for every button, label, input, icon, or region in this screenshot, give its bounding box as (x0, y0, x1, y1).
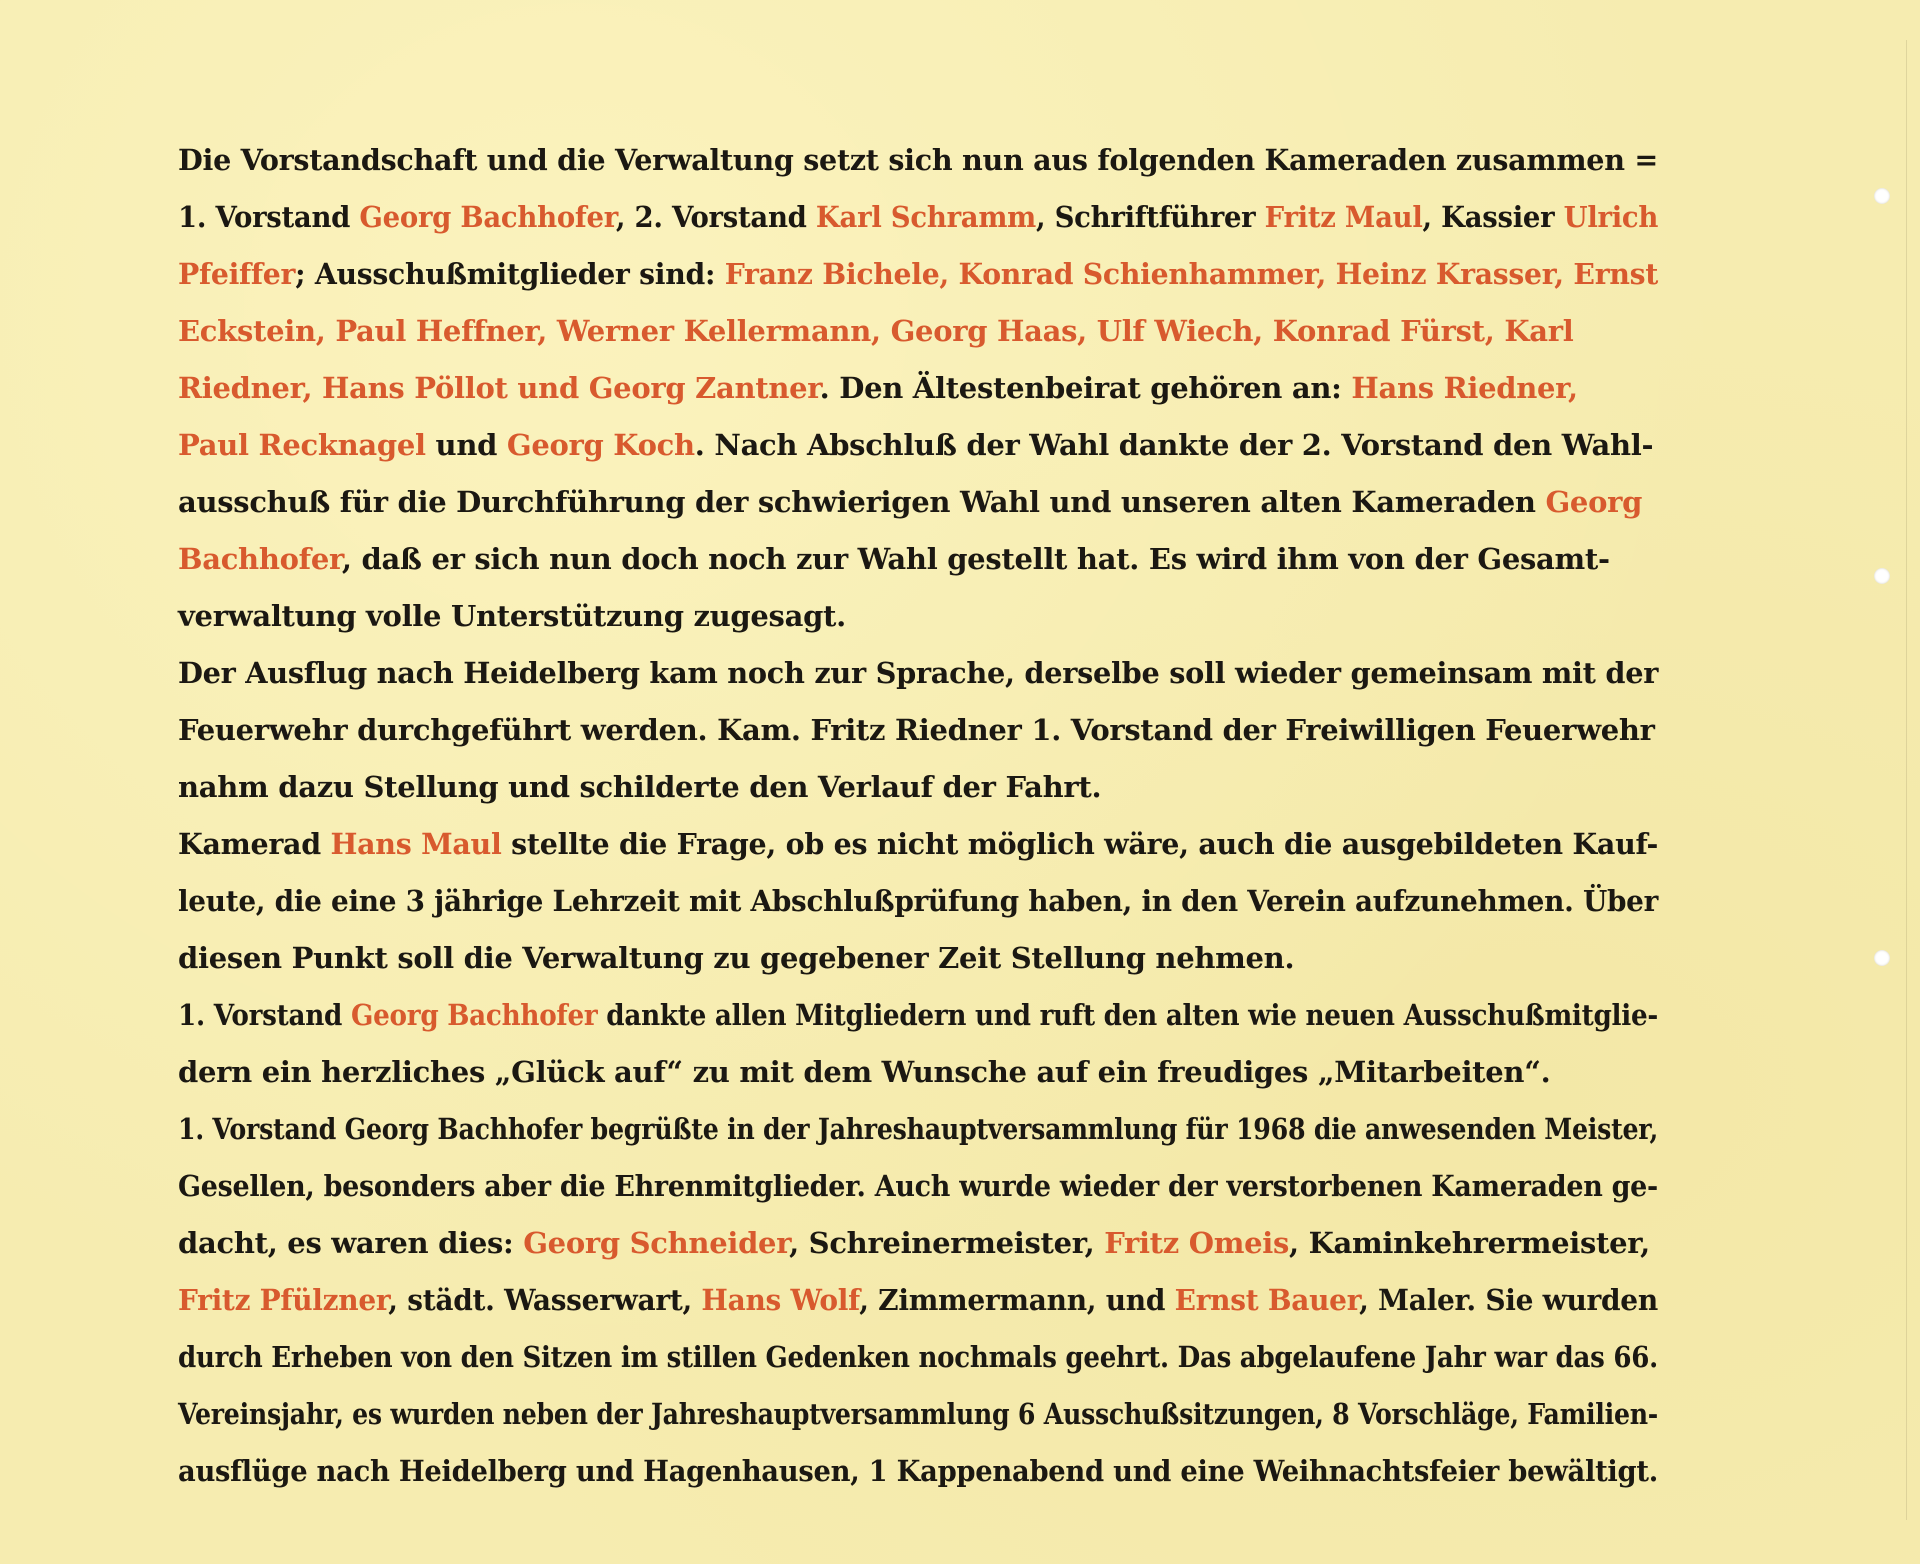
member-name: Georg Schneider (523, 1226, 790, 1260)
text-line-content (178, 816, 1658, 873)
text-line (178, 645, 1658, 702)
text-segment: 1. Vorstand (178, 998, 351, 1032)
text-line-content (178, 1044, 1550, 1101)
text-segment: . Den Ältestenbeirat gehören an: (819, 371, 1352, 405)
text-line (178, 1158, 1658, 1215)
text-segment: nahm dazu Stellung und schilderte den Verlauf der Fahrt. (178, 770, 1102, 804)
text-line-content (178, 246, 1658, 303)
text-segment: Die Vorstandschaft und die Verwaltung setzt sich nun aus folgenden Kameraden zusammen = (178, 143, 1659, 177)
page-edge-line (1906, 40, 1907, 1520)
member-name: Hans Riedner, (1351, 371, 1578, 405)
text-line-content (178, 1215, 1650, 1272)
text-line-content (178, 930, 1294, 987)
text-segment: , städt. Wasserwart, (388, 1283, 702, 1317)
text-segment: Der Ausflug nach Heidelberg kam noch zur Sprache, derselbe soll wieder gemeinsam mit der (178, 656, 1659, 690)
text-segment: ausschuß für die Durchführung der schwierigen Wahl und unseren alten Kameraden (178, 485, 1546, 519)
text-segment: , Zimmermann, und (859, 1283, 1175, 1317)
text-line (178, 816, 1658, 873)
text-line (178, 702, 1658, 759)
member-name: Fritz Pfülzner (178, 1283, 389, 1317)
member-name: Georg Bachhofer (350, 998, 598, 1032)
text-line-content (178, 474, 1642, 531)
text-line (178, 1215, 1658, 1272)
member-name: Fritz Maul (1264, 200, 1423, 234)
text-segment: diesen Punkt soll die Verwaltung zu gegebener Zeit Stellung nehmen. (178, 941, 1295, 975)
text-line-content (178, 189, 1658, 246)
punch-hole (1874, 950, 1890, 966)
text-line (178, 1101, 1658, 1158)
text-line (178, 930, 1658, 987)
text-segment: Feuerwehr durchgeführt werden. Kam. Fritz Riedner 1. Vorstand der Freiwilligen Feuerwehr (178, 713, 1655, 747)
text-line-content (178, 360, 1578, 417)
text-line-content (178, 1329, 1658, 1386)
member-name: Pfeiffer (178, 257, 296, 291)
text-segment: 1. Vorstand Georg Bachhofer begrüßte in der Jahreshauptversammlung für 1968 die anwesenden Meister, (178, 1112, 1659, 1146)
text-line-content (178, 588, 846, 645)
text-line (178, 873, 1658, 930)
member-name: Franz Bichele, Konrad Schienhammer, Heinz Krasser, Ernst (724, 257, 1659, 291)
member-name: Georg (1545, 485, 1643, 519)
text-segment: ausflüge nach Heidelberg und Hagenhausen, 1 Kappenabend und eine Weihnachtsfeier bewältigt. (178, 1454, 1658, 1488)
text-segment: , 2. Vorstand (615, 200, 816, 234)
member-name: Hans Wolf (701, 1283, 860, 1317)
member-name: Riedner, Hans Pöllot und Georg Zantner (178, 371, 820, 405)
text-line-content (178, 132, 1658, 189)
text-line (178, 531, 1658, 588)
punch-hole (1874, 568, 1890, 584)
text-line-content (178, 702, 1655, 759)
text-line-content (178, 1158, 1658, 1215)
text-line (178, 987, 1658, 1044)
text-segment: Vereinsjahr, es wurden neben der Jahreshauptversammlung 6 Ausschußsitzungen, 8 Vorschläge, Familien- (178, 1397, 1659, 1431)
text-segment: und (425, 428, 507, 462)
text-segment: dacht, es waren dies: (178, 1226, 524, 1260)
text-line-content (178, 1386, 1658, 1443)
handwritten-text-block (178, 132, 1658, 1500)
text-line (178, 1386, 1658, 1443)
text-line-content (178, 645, 1658, 702)
text-line (178, 474, 1658, 531)
text-line-content (178, 1101, 1658, 1158)
text-segment: , Maler. Sie wurden (1359, 1283, 1658, 1317)
text-line (178, 189, 1658, 246)
text-line (178, 1272, 1658, 1329)
text-line (178, 588, 1658, 645)
member-name: Hans Maul (330, 827, 502, 861)
text-line (178, 1044, 1658, 1101)
member-name: Fritz Omeis (1104, 1226, 1289, 1260)
text-segment: dern ein herzliches „Glück auf“ zu mit dem Wunsche auf ein freudiges „Mitarbeiten“. (178, 1055, 1551, 1089)
text-line-content (178, 1272, 1658, 1329)
text-segment: , Schriftführer (1035, 200, 1265, 234)
text-segment: 1. Vorstand (178, 200, 360, 234)
text-line (178, 246, 1658, 303)
text-segment: , daß er sich nun doch noch zur Wahl gestellt hat. Es wird ihm von der Gesamt- (341, 542, 1610, 576)
member-name: Georg Koch (506, 428, 695, 462)
text-line (178, 132, 1658, 189)
text-line (178, 360, 1658, 417)
text-segment: Kamerad (178, 827, 331, 861)
text-segment: durch Erheben von den Sitzen im stillen Gedenken nochmals geehrt. Das abgelaufene Jahr war das 66. (178, 1340, 1658, 1374)
text-line (178, 417, 1658, 474)
text-line-content (178, 1443, 1658, 1500)
text-segment: dankte allen Mitgliedern und ruft den alten wie neuen Ausschußmitglie- (597, 998, 1658, 1032)
text-segment: Gesellen, besonders aber die Ehrenmitglieder. Auch wurde wieder der verstorbenen Kameraden ge- (178, 1169, 1658, 1203)
text-line-content (178, 303, 1573, 360)
text-line-content (178, 531, 1610, 588)
member-name: Georg Bachhofer (359, 200, 616, 234)
text-line (178, 1443, 1658, 1500)
member-name: Paul Recknagel (178, 428, 426, 462)
text-segment: stellte die Frage, ob es nicht möglich wäre, auch die ausgebildeten Kauf- (501, 827, 1658, 861)
text-segment: verwaltung volle Unterstützung zugesagt. (178, 599, 846, 633)
text-line-content (178, 873, 1658, 930)
text-segment: , Kassier (1422, 200, 1564, 234)
text-segment: ; Ausschußmitglieder sind: (295, 257, 725, 291)
text-segment: , Kaminkehrermeister, (1288, 1226, 1650, 1260)
text-line-content (178, 759, 1101, 816)
member-name: Karl Schramm (815, 200, 1036, 234)
text-segment: leute, die eine 3 jährige Lehrzeit mit Abschlußprüfung haben, in den Verein aufzunehmen. Über (178, 884, 1659, 918)
text-line (178, 303, 1658, 360)
member-name: Bachhofer (178, 542, 342, 576)
member-name: Ulrich (1563, 200, 1659, 234)
text-segment: , Schreinermeister, (789, 1226, 1105, 1260)
text-line-content (178, 417, 1653, 474)
text-line (178, 759, 1658, 816)
member-name: Eckstein, Paul Heffner, Werner Kellermann, Georg Haas, Ulf Wiech, Konrad Fürst, Karl (178, 314, 1574, 348)
member-name: Ernst Bauer (1174, 1283, 1360, 1317)
text-line (178, 1329, 1658, 1386)
text-line-content (178, 987, 1658, 1044)
punch-hole (1874, 188, 1890, 204)
text-segment: . Nach Abschluß der Wahl dankte der 2. Vorstand den Wahl- (694, 428, 1654, 462)
